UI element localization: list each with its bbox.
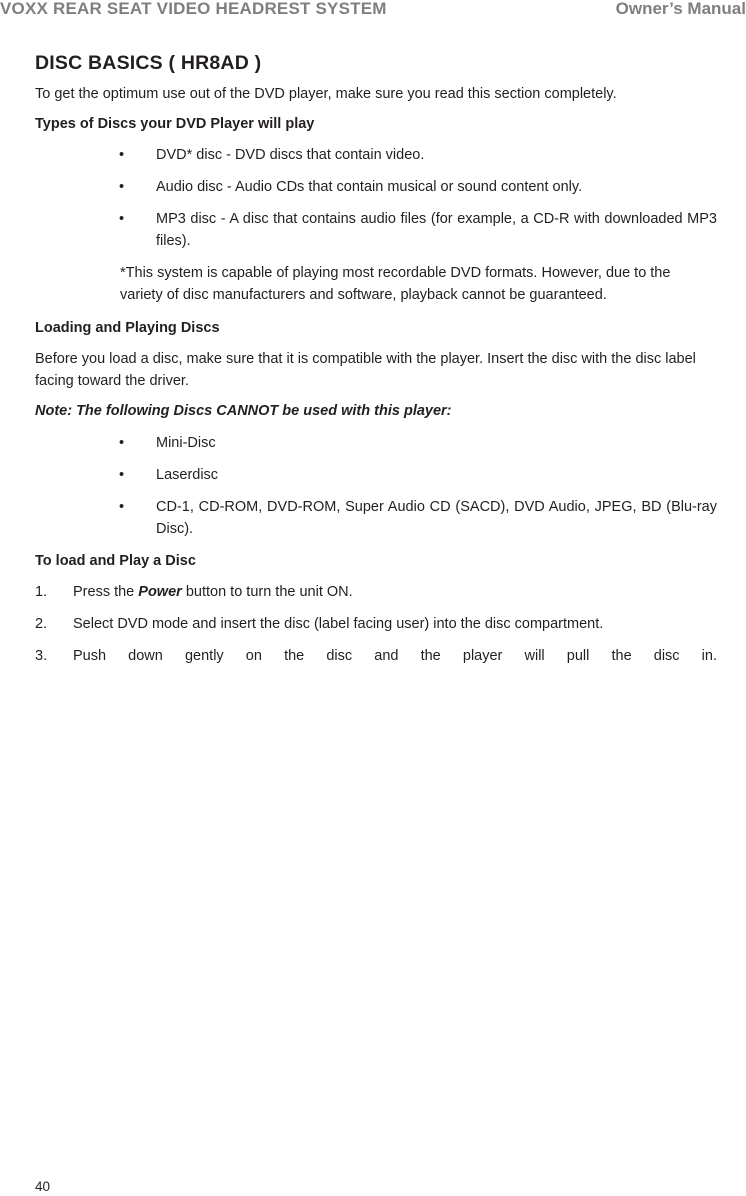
list-item-text: CD-1, CD-ROM, DVD-ROM, Super Audio CD (SACD), DVD Audio, JPEG, BD (Blu-ray Disc). bbox=[156, 499, 717, 537]
list-item-text: Audio disc - Audio CDs that contain musical or sound content only. bbox=[156, 179, 583, 195]
page-number: 40 bbox=[35, 1179, 51, 1194]
step-text-after: button to turn the unit ON. bbox=[181, 584, 353, 600]
dvd-footnote: *This system is capable of playing most recordable DVD formats. However, due to the variety of disc manufacturers and software, playback cannot be guaranteed. bbox=[120, 265, 671, 303]
header-manual-label: Owner’s Manual bbox=[615, 0, 746, 18]
play-steps-list bbox=[35, 581, 717, 667]
list-item-text: Mini-Disc bbox=[156, 435, 216, 451]
power-button-term: Power bbox=[138, 584, 182, 600]
header-title: VOXX REAR SEAT VIDEO HEADREST SYSTEM bbox=[0, 0, 387, 18]
list-item-text: Laserdisc bbox=[156, 467, 219, 483]
play-heading: To load and Play a Disc bbox=[35, 553, 196, 569]
step-item bbox=[35, 645, 717, 667]
list-item bbox=[35, 176, 717, 198]
bullet-icon: • bbox=[119, 467, 125, 483]
list-item bbox=[35, 144, 717, 166]
step-number: 3. bbox=[35, 648, 48, 664]
step-text: Select DVD mode and insert the disc (label facing user) into the disc compartment. bbox=[73, 616, 604, 632]
loading-paragraph: Before you load a disc, make sure that it is compatible with the player. Insert the disc with the disc label facing toward the driver. bbox=[35, 351, 696, 389]
step-item bbox=[35, 613, 717, 635]
step-text bbox=[73, 581, 717, 603]
list-item bbox=[35, 496, 717, 540]
list-item bbox=[35, 464, 717, 486]
running-header bbox=[0, 0, 746, 24]
section-title: DISC BASICS ( HR8AD ) bbox=[35, 52, 262, 74]
page-content bbox=[35, 50, 717, 677]
list-item bbox=[35, 208, 717, 252]
bullet-icon: • bbox=[119, 147, 125, 163]
step-number: 2. bbox=[35, 616, 48, 632]
types-heading: Types of Discs your DVD Player will play bbox=[35, 116, 315, 132]
incompatible-note: Note: The following Discs CANNOT be used with this player: bbox=[35, 403, 452, 419]
bullet-icon: • bbox=[119, 211, 125, 227]
list-item bbox=[35, 432, 717, 454]
bullet-icon: • bbox=[119, 179, 125, 195]
list-item-text: MP3 disc - A disc that contains audio files (for example, a CD-R with downloaded MP3 files). bbox=[156, 211, 717, 249]
step-item bbox=[35, 581, 717, 603]
step-number: 1. bbox=[35, 584, 48, 600]
intro-paragraph: To get the optimum use out of the DVD player, make sure you read this section completely. bbox=[35, 86, 617, 102]
loading-heading: Loading and Playing Discs bbox=[35, 320, 220, 336]
step-text-before: Press the bbox=[73, 584, 139, 600]
disc-types-list bbox=[35, 144, 717, 252]
bullet-icon: • bbox=[119, 499, 125, 515]
bullet-icon: • bbox=[119, 435, 125, 451]
step-text: Push down gently on the disc and the player will pull the disc in. bbox=[73, 648, 717, 664]
incompatible-discs-list bbox=[35, 432, 717, 540]
list-item-text: DVD* disc - DVD discs that contain video. bbox=[156, 147, 425, 163]
